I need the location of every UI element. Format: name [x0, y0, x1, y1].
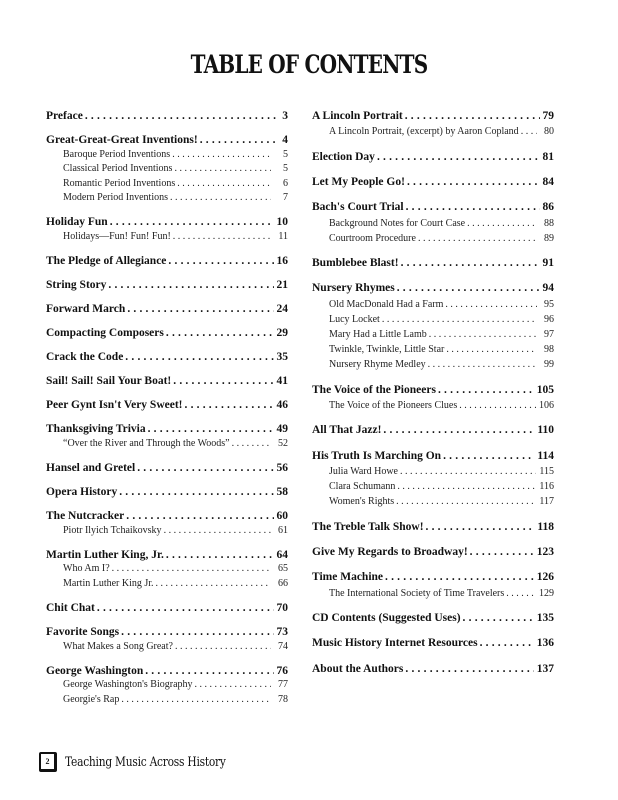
entry-title: The Treble Talk Show!	[312, 520, 424, 533]
dot-leader	[445, 297, 537, 312]
toc-entry	[46, 601, 288, 616]
toc-section	[312, 150, 554, 165]
toc-section	[46, 254, 288, 269]
toc-subentry	[312, 357, 554, 372]
toc-section	[46, 664, 288, 708]
toc-section	[46, 625, 288, 654]
toc-section	[312, 256, 554, 271]
dot-leader	[429, 327, 537, 342]
toc-section	[46, 601, 288, 616]
entry-page-number: 6	[283, 177, 288, 189]
toc-entry	[46, 422, 288, 437]
entry-title: About the Authors	[312, 662, 404, 675]
toc-subentry	[46, 693, 288, 708]
toc-entry	[46, 485, 288, 500]
toc-subentry	[312, 312, 554, 327]
entry-title: Hansel and Gretel	[46, 462, 136, 475]
entry-page-number: 46	[276, 399, 288, 412]
dot-leader	[385, 570, 534, 585]
toc-section	[312, 383, 554, 413]
entry-page-number: 77	[278, 679, 288, 691]
dot-leader	[137, 461, 273, 476]
entry-page-number: 78	[278, 693, 288, 705]
entry-title: Forward March	[46, 302, 126, 315]
dot-leader	[164, 524, 271, 539]
entry-title: Background Notes for Court Case	[329, 217, 466, 229]
entry-page-number: 137	[536, 662, 554, 675]
entry-page-number: 81	[542, 150, 554, 163]
entry-title: The Voice of the Pioneers	[312, 383, 436, 396]
dot-leader	[85, 109, 279, 124]
entry-page-number: 61	[278, 524, 288, 536]
dot-leader	[170, 191, 271, 206]
dot-leader	[200, 133, 280, 148]
toc-subentry	[46, 177, 288, 192]
book-title: Teaching Music Across History	[65, 754, 226, 770]
toc-entry	[46, 278, 288, 293]
dot-leader	[148, 422, 274, 437]
entry-title: George Washington's Biography	[63, 679, 193, 691]
entry-page-number: 56	[276, 462, 288, 475]
entry-page-number: 110	[537, 424, 554, 437]
entry-page-number: 123	[536, 546, 554, 558]
entry-title: A Lincoln Portrait	[312, 110, 403, 122]
page-number: 2	[39, 752, 57, 772]
toc-left-column	[46, 109, 288, 717]
entry-title: Time Machine	[312, 571, 384, 584]
entry-title: Romantic Period Inventions	[63, 177, 176, 189]
dot-leader	[401, 256, 540, 271]
entry-title: Holiday Fun	[46, 216, 108, 229]
entry-page-number: 115	[539, 465, 554, 477]
toc-entry	[312, 520, 554, 535]
toc-subentry	[312, 586, 554, 601]
entry-title: Compacting Composers	[46, 327, 164, 340]
toc-entry	[46, 664, 288, 679]
entry-title: Baroque Period Inventions	[63, 148, 171, 160]
entry-page-number: 79	[542, 110, 554, 122]
dot-leader	[446, 342, 537, 357]
toc-entry	[312, 423, 554, 438]
entry-page-number: 96	[544, 313, 554, 325]
entry-page-number: 136	[536, 637, 554, 650]
dot-leader	[121, 625, 273, 640]
entry-title: Thanksgiving Trivia	[46, 423, 146, 436]
entry-page-number: 98	[544, 344, 554, 356]
toc-section	[46, 422, 288, 451]
toc-subentry	[46, 562, 288, 577]
dot-leader	[443, 449, 534, 464]
toc-entry	[46, 350, 288, 365]
toc-entry	[312, 150, 554, 165]
dot-leader	[438, 383, 534, 398]
toc-subentry	[46, 191, 288, 206]
entry-page-number: 94	[542, 282, 554, 295]
page-footer	[39, 752, 261, 772]
dot-leader	[418, 231, 537, 246]
entry-title: Nursery Rhyme Medley	[329, 359, 426, 371]
entry-title: Old MacDonald Had a Farm	[329, 298, 444, 310]
toc-subentry	[312, 297, 554, 312]
entry-title: Martin Luther King Jr.	[63, 577, 154, 589]
dot-leader	[172, 148, 271, 163]
entry-page-number: 64	[276, 548, 288, 561]
entry-page-number: 29	[276, 327, 288, 340]
entry-title: George Washington	[46, 664, 144, 677]
toc-subentry	[312, 231, 554, 246]
toc-section	[312, 636, 554, 651]
entry-page-number: 106	[539, 399, 554, 411]
entry-page-number: 97	[544, 329, 554, 340]
toc-section	[46, 326, 288, 341]
dot-leader	[407, 175, 540, 190]
toc-subentry	[46, 678, 288, 693]
dot-leader	[177, 177, 271, 192]
entry-title: Clara Schumann	[329, 481, 396, 493]
entry-title: His Truth Is Marching On	[312, 449, 442, 462]
dot-leader	[463, 611, 534, 626]
toc-entry	[46, 133, 288, 148]
dot-leader	[110, 215, 274, 230]
toc-entry	[312, 256, 554, 271]
toc-entry	[312, 636, 554, 651]
toc-section	[46, 350, 288, 365]
toc-section	[312, 520, 554, 535]
entry-page-number: 70	[276, 601, 288, 614]
entry-title: Piotr Ilyich Tchaikovsky	[63, 524, 162, 536]
entry-page-number: 135	[536, 611, 554, 624]
dot-leader	[97, 601, 274, 616]
toc-subentry	[46, 437, 288, 452]
toc-entry	[312, 200, 554, 215]
dot-leader	[397, 479, 536, 494]
entry-page-number: 126	[536, 571, 554, 584]
entry-page-number: 129	[539, 587, 554, 599]
page-title: TABLE OF CONTENTS	[190, 50, 428, 79]
toc-entry	[46, 302, 288, 317]
entry-page-number: 95	[544, 298, 554, 310]
toc-entry	[312, 545, 554, 560]
toc-section	[312, 175, 554, 190]
dot-leader	[175, 640, 271, 655]
entry-page-number: 5	[283, 163, 288, 175]
dot-leader	[108, 278, 273, 293]
dot-leader	[406, 200, 540, 215]
entry-title: “Over the River and Through the Woods”	[63, 437, 230, 449]
toc-section	[312, 109, 554, 139]
toc-entry	[46, 461, 288, 476]
entry-page-number: 65	[278, 563, 288, 575]
dot-leader	[166, 548, 274, 563]
entry-page-number: 11	[278, 230, 288, 242]
dot-leader	[195, 678, 271, 693]
entry-title: Opera History	[46, 486, 118, 499]
dot-leader	[467, 216, 537, 231]
entry-page-number: 10	[276, 216, 288, 229]
entry-title: Chit Chat	[46, 601, 95, 614]
entry-page-number: 86	[542, 201, 554, 214]
entry-page-number: 3	[282, 110, 288, 122]
dot-leader	[119, 485, 273, 500]
toc-entry	[46, 509, 288, 524]
dot-leader	[470, 545, 534, 560]
dot-leader	[125, 350, 273, 365]
toc-subentry	[312, 342, 554, 357]
toc-section	[46, 133, 288, 206]
toc-entry	[46, 215, 288, 230]
dot-leader	[405, 109, 540, 124]
entry-page-number: 116	[539, 481, 554, 493]
dot-leader	[397, 281, 540, 296]
dot-leader	[121, 693, 271, 708]
entry-page-number: 52	[278, 437, 288, 449]
entry-page-number: 117	[539, 496, 554, 508]
entry-title: Election Day	[312, 150, 375, 163]
toc-section	[46, 109, 288, 124]
entry-title: Give My Regards to Broadway!	[312, 546, 468, 558]
dot-leader	[166, 326, 274, 341]
entry-page-number: 4	[282, 134, 288, 147]
toc-subentry	[46, 640, 288, 655]
entry-page-number: 99	[544, 359, 554, 371]
toc-entry	[312, 611, 554, 626]
dot-leader	[382, 312, 537, 327]
entry-title: Who Am I?	[63, 563, 110, 575]
entry-page-number: 91	[542, 257, 554, 270]
entry-title: The Nutcracker	[46, 510, 125, 523]
entry-title: All That Jazz!	[312, 424, 382, 437]
toc-subentry	[46, 524, 288, 539]
toc-subentry	[46, 148, 288, 163]
entry-title: Great-Great-Great Inventions!	[46, 134, 198, 147]
entry-page-number: 114	[537, 449, 554, 462]
entry-title: The International Society of Time Travelers	[329, 587, 505, 599]
toc-entry	[312, 570, 554, 585]
entry-title: Georgie's Rap	[63, 693, 120, 705]
toc-section	[46, 548, 288, 592]
toc-section	[312, 200, 554, 246]
entry-page-number: 58	[276, 486, 288, 499]
toc-subentry	[46, 162, 288, 177]
toc-entry	[46, 625, 288, 640]
entry-page-number: 88	[544, 217, 554, 229]
dot-leader	[521, 124, 537, 139]
dot-leader	[428, 357, 537, 372]
toc-section	[312, 423, 554, 438]
toc-subentry	[46, 230, 288, 245]
entry-title: The Voice of the Pioneers Clues	[329, 399, 458, 411]
toc-entry	[312, 109, 554, 124]
dot-leader	[145, 664, 273, 679]
entry-title: The Pledge of Allegiance	[46, 254, 167, 267]
toc-section	[46, 215, 288, 244]
dot-leader	[127, 302, 273, 317]
entry-title: Bach's Court Trial	[312, 201, 404, 214]
toc-subentry	[312, 327, 554, 342]
toc-entry	[46, 254, 288, 269]
dot-leader	[173, 374, 273, 389]
entry-title: Women's Rights	[329, 496, 395, 508]
toc-section	[46, 374, 288, 389]
entry-page-number: 80	[544, 126, 554, 138]
entry-title: Lucy Locket	[329, 313, 380, 325]
entry-title: Modern Period Inventions	[63, 192, 168, 204]
toc-entry	[46, 398, 288, 413]
entry-page-number: 73	[276, 626, 288, 638]
toc-section	[312, 449, 554, 510]
entry-page-number: 60	[276, 510, 288, 523]
toc-subentry	[312, 124, 554, 139]
toc-entry	[46, 548, 288, 563]
toc-entry	[46, 326, 288, 341]
dot-leader	[185, 398, 274, 413]
dot-leader	[174, 162, 271, 177]
toc-entry	[312, 662, 554, 677]
entry-title: What Makes a Song Great?	[63, 640, 173, 652]
toc-section	[312, 570, 554, 600]
dot-leader	[506, 586, 536, 601]
entry-title: Mary Had a Little Lamb	[329, 329, 427, 340]
dot-leader	[156, 577, 271, 592]
dot-leader	[383, 423, 534, 438]
dot-leader	[396, 494, 536, 509]
toc-subentry	[312, 398, 554, 413]
entry-title: Martin Luther King, Jr.	[46, 548, 164, 561]
toc-section	[312, 545, 554, 560]
toc-entry	[312, 449, 554, 464]
toc-entry	[312, 383, 554, 398]
entry-page-number: 35	[276, 351, 288, 364]
entry-page-number: 21	[276, 278, 288, 291]
toc-subentry	[312, 216, 554, 231]
entry-title: Music History Internet Resources	[312, 637, 478, 650]
entry-page-number: 105	[536, 383, 554, 396]
entry-title: Twinkle, Twinkle, Little Star	[329, 344, 445, 356]
toc-entry	[46, 374, 288, 389]
toc-section	[46, 461, 288, 476]
toc-right-column	[312, 109, 554, 687]
entry-title: Holidays—Fun! Fun! Fun!	[63, 230, 171, 242]
dot-leader	[173, 230, 271, 245]
dot-leader	[112, 562, 271, 577]
toc-section	[46, 302, 288, 317]
entry-page-number: 118	[537, 520, 554, 533]
entry-title: Favorite Songs	[46, 626, 120, 638]
toc-section	[312, 281, 554, 372]
toc-section	[312, 662, 554, 677]
toc-subentry	[312, 494, 554, 509]
dot-leader	[232, 437, 271, 452]
entry-title: Classical Period Inventions	[63, 163, 173, 175]
entry-page-number: 84	[542, 175, 554, 188]
dot-leader	[168, 254, 273, 269]
dot-leader	[459, 398, 536, 413]
entry-page-number: 5	[283, 148, 288, 160]
toc-entry	[46, 109, 288, 124]
entry-title: Let My People Go!	[312, 175, 405, 188]
toc-subentry	[312, 479, 554, 494]
toc-section	[46, 485, 288, 500]
entry-title: Nursery Rhymes	[312, 282, 395, 295]
entry-page-number: 89	[544, 232, 554, 244]
dot-leader	[377, 150, 540, 165]
entry-title: CD Contents (Suggested Uses)	[312, 611, 461, 624]
toc-subentry	[312, 464, 554, 479]
entry-title: Crack the Code	[46, 351, 124, 364]
dot-leader	[126, 509, 273, 524]
dot-leader	[426, 520, 535, 535]
dot-leader	[480, 636, 534, 651]
toc-section	[46, 398, 288, 413]
entry-title: Sail! Sail! Sail Your Boat!	[46, 375, 172, 388]
entry-page-number: 74	[278, 640, 288, 652]
toc-section	[46, 509, 288, 538]
dot-leader	[400, 464, 536, 479]
entry-title: A Lincoln Portrait, (excerpt) by Aaron Copland	[329, 126, 519, 138]
entry-title: Preface	[46, 110, 83, 122]
entry-title: Courtroom Procedure	[329, 232, 416, 244]
toc-section	[46, 278, 288, 293]
entry-page-number: 66	[278, 577, 288, 589]
toc-entry	[312, 281, 554, 296]
entry-title: Julia Ward Howe	[329, 465, 398, 477]
toc-subentry	[46, 577, 288, 592]
entry-title: String Story	[46, 278, 107, 291]
entry-page-number: 16	[276, 254, 288, 267]
toc-section	[312, 611, 554, 626]
entry-page-number: 24	[276, 302, 288, 315]
entry-title: Peer Gynt Isn't Very Sweet!	[46, 399, 183, 412]
entry-title: Bumblebee Blast!	[312, 257, 399, 270]
entry-page-number: 41	[276, 375, 288, 388]
dot-leader	[405, 662, 533, 677]
toc-entry	[312, 175, 554, 190]
entry-page-number: 49	[276, 423, 288, 436]
entry-page-number: 7	[283, 192, 288, 204]
entry-page-number: 76	[276, 664, 288, 677]
